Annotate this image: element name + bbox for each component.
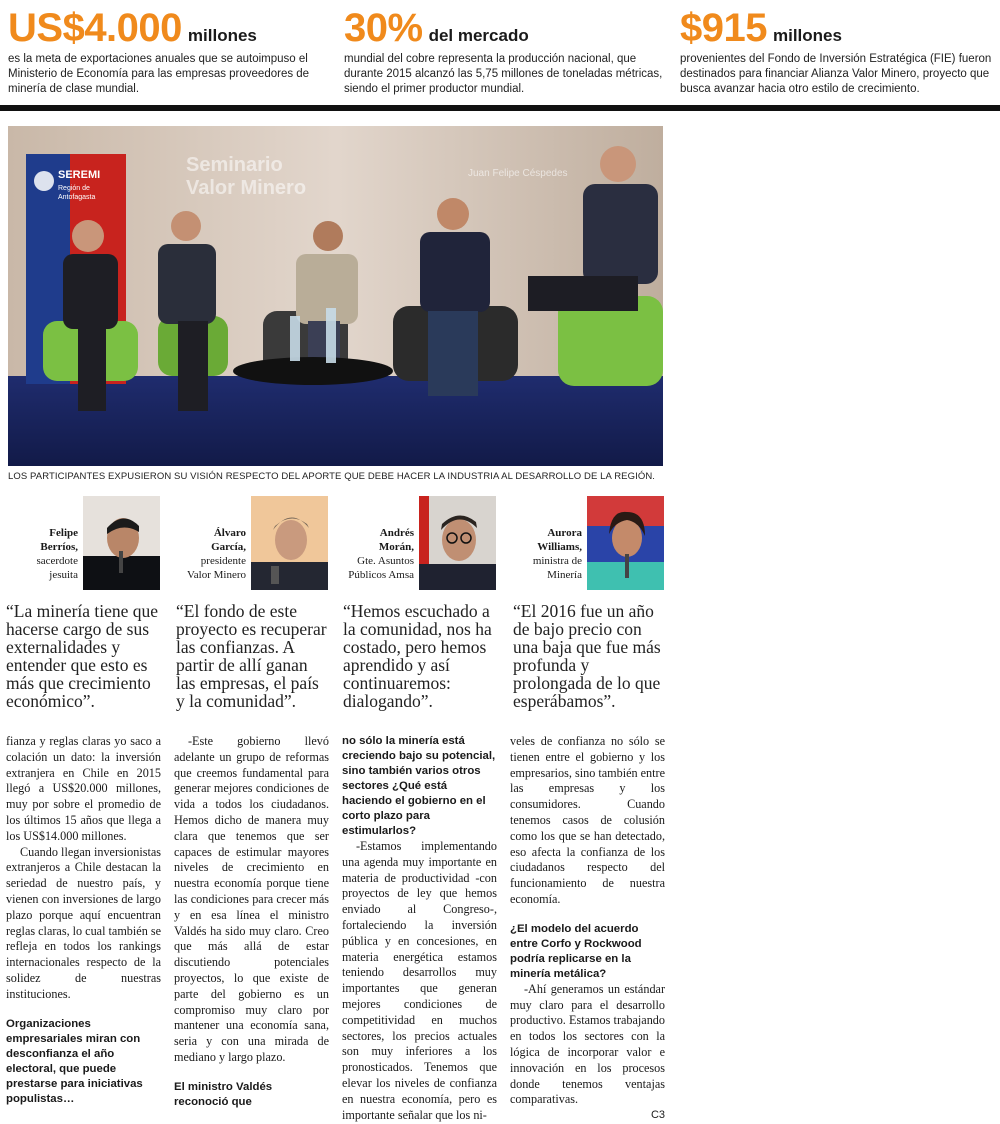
- paragraph: veles de confianza no sólo se tienen entre el gobierno y los empresarios, sino también entre las empresas y los consumidores. Cuando tenemos casos de colusión como los que se han detectado, eso afecta la confianza de los ciudadanos respecto del funcionamiento de nuestra economía.: [510, 734, 666, 906]
- person-last-name: Berríos,: [40, 541, 78, 553]
- profile-aurora-williams: [510, 496, 670, 591]
- stat-market-share: [344, 8, 664, 97]
- quote-felipe-berrios: “La minería tiene que hacerse cargo de sus externalidades y entender que esto es más que crecimiento económico”.: [6, 601, 159, 711]
- portrait-photo: [83, 496, 160, 590]
- seminar-photo: [8, 126, 663, 466]
- stat-description: provenientes del Fondo de Inversión Estratégica (FIE) fueron destinados para financiar Alianza Valor Minero, proyecto que busca avanzar hacia otro estilo de crecimiento.: [680, 53, 992, 95]
- stat-export-goal: [8, 8, 328, 97]
- end-mark: C3: [650, 1109, 665, 1122]
- screen-speaker-name: Juan Felipe Céspedes: [468, 168, 568, 179]
- person-last-name: García,: [211, 541, 246, 553]
- interview-question: El ministro Valdés reconoció que: [174, 1080, 273, 1108]
- article-column-2: [174, 734, 329, 1110]
- seminar-photo-illustration: [8, 126, 663, 466]
- stat-unit: del mercado: [428, 26, 529, 45]
- portrait-photo: [419, 496, 496, 590]
- profile-alvaro-garcia: [174, 496, 334, 591]
- header-divider: [0, 105, 1000, 111]
- article-column-1: [6, 734, 161, 1107]
- paragraph: -Ahí generamos un estándar muy claro para el desarrollo productivo. Estamos trabajando en todos los sectores con la lógica de incorporar valor e innovación en los procesos donde tenemos ventajas comparativas.: [510, 981, 665, 1107]
- stat-value: $915: [680, 6, 767, 50]
- person-role: Públicos Amsa: [348, 569, 414, 581]
- portrait-photo: [587, 496, 664, 590]
- person-role: presidente: [200, 555, 246, 567]
- quote-aurora-williams: “El 2016 fue un año de bajo precio con una baja que fue más profunda y prolongada de lo que esperábamos”.: [513, 601, 661, 711]
- stat-unit: millones: [187, 26, 257, 45]
- person-role: sacerdote: [36, 555, 78, 567]
- person-first-name: Aurora: [547, 527, 582, 539]
- person-first-name: Andrés: [379, 527, 414, 539]
- photo-caption: LOS PARTICIPANTES EXPUSIERON SU VISIÓN RESPECTO DEL APORTE QUE DEBE HACER LA INDUSTRIA AL DESARROLLO DE LA REGIÓN.: [8, 471, 656, 482]
- paragraph: fianza y reglas claras yo saco a colación un dato: la inversión extranjera en Chile en 2015 llegó a US$20.000 millones, muy por sobre el promedio de los últimos 15 años que llega a los US$14.000 millones.: [6, 734, 161, 843]
- person-role: jesuita: [49, 569, 78, 581]
- person-role: ministra de: [532, 555, 582, 567]
- quote-alvaro-garcia: “El fondo de este proyecto es recuperar las confianzas. A partir de allí ganan las empresas, el país y la comunidad”.: [176, 601, 327, 711]
- paragraph: -Estamos implementando una agenda muy importante en materia de productividad -con proyectos de ley que hemos enviado al Congreso-, fortaleciendo la inversión pública y en concesiones, en materia energética estamos teniendo desarrollos muy importantes que generan mejores condiciones de competitividad en muchos sectores, los precios actuales son muy inferiores a los pronosticados. Tenemos que elevar los niveles de confianza en nuestra economía, pero es importante señalar que los ni-: [342, 839, 497, 1122]
- quote-andres-moran: “Hemos escuchado a la comunidad, nos ha costado, pero hemos aprendido y así continuaremos: dialogando”.: [343, 601, 492, 711]
- person-last-name: Morán,: [378, 541, 414, 553]
- banner-subtitle-1: Región de: [58, 185, 90, 192]
- person-first-name: Álvaro: [213, 527, 246, 539]
- screen-title-line1: Seminario: [186, 154, 283, 176]
- portrait-photo: [251, 496, 328, 590]
- interview-question: ¿El modelo del acuerdo entre Corfo y Rockwood podría replicarse en la minería metálica?: [510, 922, 642, 980]
- paragraph: -Este gobierno llevó adelante un grupo de reformas que creemos fundamental para generar mejores condiciones de vida a todos los ciudadanos. Hemos dicho de manera muy clara que tenemos que ser capaces de estimular mayores niveles de crecimiento en nuestra economía porque tiene las condiciones para crecer más y en esa línea el ministro Valdés ha sido muy claro. Creo que más allá de estar discutiendo potenciales proyectos, lo que existe de parte del gobierno es un compromiso muy claro por mantener una economía sana, seria y con una mirada de mediano y largo plazo.: [174, 734, 329, 1064]
- person-role: Minería: [547, 569, 582, 581]
- stat-description: mundial del cobre representa la producción nacional, que durante 2015 alcanzó las 5,75 millones de toneladas métricas, siendo el primer productor mundial.: [344, 53, 663, 95]
- person-last-name: Williams,: [537, 541, 582, 553]
- person-role: Gte. Asuntos: [357, 555, 414, 567]
- paragraph: Cuando llegan inversionistas extranjeros a Chile destacan la seriedad de nuestro país, y vienen con inversiones de largo plazo porque aquí encuentran reglas claras, lo cual también se refleja en todos los rankings internacionales respecto de la solidez de nuestras instituciones.: [6, 844, 161, 1001]
- banner-title: SEREMI: [58, 169, 101, 181]
- stat-unit: millones: [772, 26, 842, 45]
- interview-question: Organizaciones empresariales miran con desconfianza el año electoral, que puede prestarse para iniciativas populistas…: [6, 1017, 143, 1105]
- stat-description: es la meta de exportaciones anuales que se autoimpuso el Ministerio de Economía para las empresas proveedores de minería de clase mundial.: [8, 53, 310, 95]
- article-column-3: [342, 734, 497, 1123]
- article-column-4: [510, 734, 665, 1124]
- stat-value: 30%: [344, 6, 423, 50]
- person-role: Valor Minero: [187, 569, 246, 581]
- person-first-name: Felipe: [49, 527, 78, 539]
- stat-fund: [680, 8, 1000, 97]
- banner-subtitle-2: Antofagasta: [58, 194, 96, 201]
- profile-andres-moran: [342, 496, 502, 591]
- profile-felipe-berrios: [6, 496, 166, 591]
- screen-title-line2: Valor Minero: [186, 177, 307, 199]
- stat-value: US$4.000: [8, 6, 182, 50]
- interview-question: no sólo la minería está creciendo bajo su potencial, sino también varios otros sectores ¿Qué está haciendo el gobierno en el corto plazo para estimularlos?: [342, 735, 496, 837]
